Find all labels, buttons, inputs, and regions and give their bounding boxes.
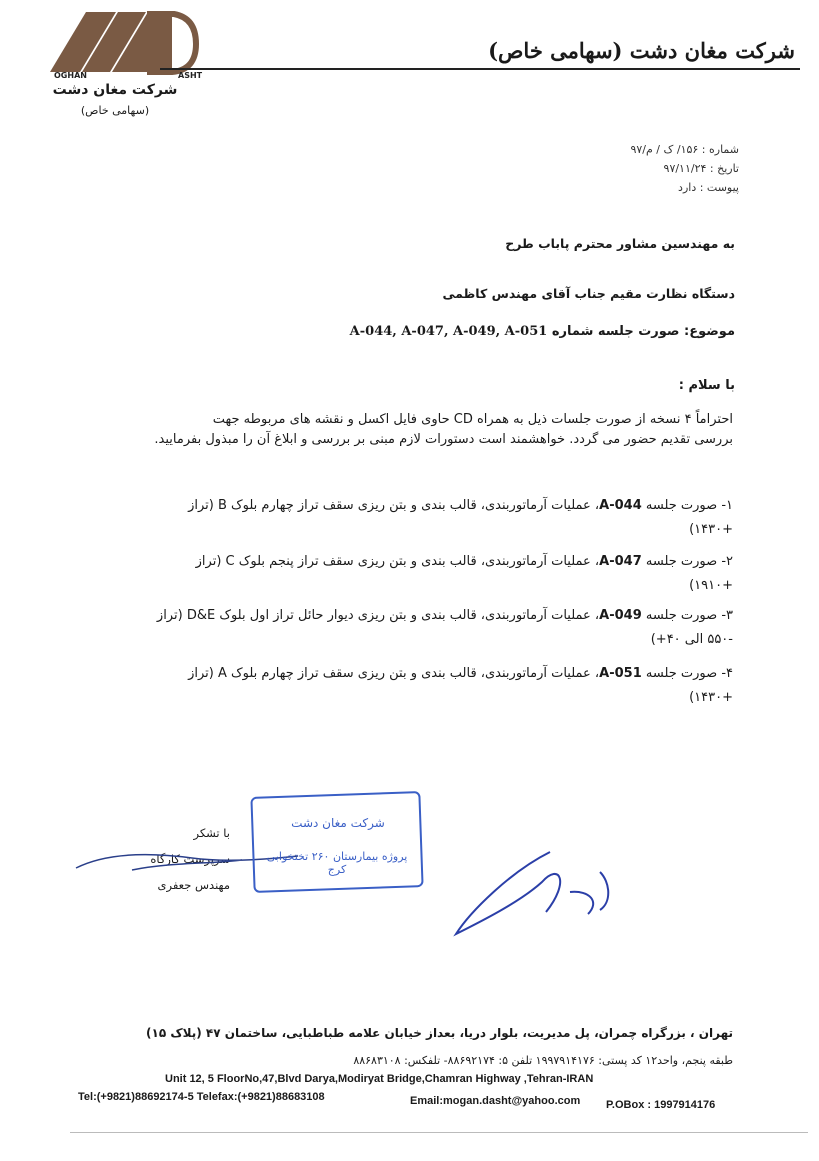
letter-number: شماره : ۱۵۶/ ک / م/۹۷ bbox=[630, 143, 739, 156]
sign-thanks: با تشکر bbox=[193, 826, 230, 840]
paragraph-line-1: احتراماً ۴ نسخه از صورت جلسات ذیل به همراه CD حاوی فایل اکسل و نقشه های مربوطه جهت bbox=[212, 412, 733, 427]
item-code: A-044 bbox=[599, 498, 642, 513]
signature-scribble-right bbox=[450, 842, 620, 942]
footer-pobox: P.OBox : 1997914176 bbox=[606, 1099, 716, 1111]
letter-meta bbox=[630, 140, 739, 197]
paragraph-line-2: بررسی تقدیم حضور می گردد. خواهشمند است دستورات لازم مبنی بر بررسی و ابلاغ آن را مبذول بفرمایید. bbox=[154, 432, 733, 448]
footer-telephone: Tel:(+9821)88692174-5 Telefax:(+9821)88683108 bbox=[78, 1091, 325, 1103]
letter-attachment: پیوست : دارد bbox=[678, 181, 739, 194]
sign-name: مهندس جعفری bbox=[157, 878, 230, 892]
svg-text:OGHAN: OGHAN bbox=[54, 71, 87, 80]
footer-address-en: Unit 12, 5 FloorNo,47,Blvd Darya,Modiryat Bridge,Chamran Highway ,Tehran-IRAN bbox=[165, 1073, 594, 1085]
footer-contact-fa: طبقه پنجم، واحد۱۲ کد پستی: ۱۹۹۷۹۱۴۱۷۶ تلفن ۵: ۸۸۶۹۲۱۷۴- تلفکس: ۸۸۶۸۳۱۰۸ bbox=[353, 1054, 733, 1067]
company-title: شرکت مغان دشت (سهامی خاص) bbox=[488, 38, 795, 63]
item-code: A-051 bbox=[599, 666, 642, 681]
page-bottom-edge bbox=[70, 1132, 808, 1133]
stamp-project-name: پروژه بیمارستان ۲۶۰ تختخوابی کرج bbox=[266, 850, 408, 876]
header-divider bbox=[160, 68, 800, 70]
list-item: ۲- صورت جلسه A-047، عملیات آرماتوربندی، قالب بندی و بتن ریزی سقف تراز پنجم بلوک C (تراز +۱۹۱۰) bbox=[195, 554, 733, 594]
subject-line bbox=[350, 324, 735, 339]
logo-company-name: شرکت مغان دشت bbox=[52, 82, 178, 98]
body-paragraph bbox=[93, 410, 733, 450]
logo-company-type: (سهامی خاص) bbox=[80, 104, 150, 117]
sign-role: سرپرست کارگاه bbox=[150, 852, 230, 866]
stamp-company-name: شرکت مغان دشت bbox=[291, 816, 385, 830]
list-item: ۳- صورت جلسه A-049، عملیات آرماتوربندی، قالب بندی و بتن ریزی دیوار حائل تراز اول بلوک D&E (تراز -۵۵۰ الی ۴۰+) bbox=[156, 608, 733, 648]
svg-text:ASHT: ASHT bbox=[178, 71, 203, 80]
item-code: A-047 bbox=[599, 554, 642, 569]
list-item: ۴- صورت جلسه A-051، عملیات آرماتوربندی، قالب بندی و بتن ریزی سقف تراز چهارم بلوک A (تراز +۱۴۳۰) bbox=[188, 666, 733, 706]
subject-codes: A-044, A-047, A-049, A-051 bbox=[349, 324, 548, 339]
recipient-line-1: به مهندسین مشاور محترم پاباب طرح bbox=[505, 236, 735, 251]
recipient-line-2: دستگاه نظارت مقیم جناب آقای مهندس کاظمی bbox=[442, 286, 735, 301]
item-code: A-049 bbox=[599, 608, 642, 623]
list-item: ۱- صورت جلسه A-044، عملیات آرماتوربندی، قالب بندی و بتن ریزی سقف تراز چهارم بلوک B (تراز +۱۴۳۰) bbox=[188, 498, 733, 538]
company-stamp bbox=[250, 791, 423, 893]
letter-date: تاریخ : ۹۷/۱۱/۲۴ bbox=[663, 162, 739, 175]
greeting: با سلام : bbox=[678, 378, 735, 393]
subject-label: موضوع: صورت جلسه شماره bbox=[551, 324, 735, 339]
footer-email: Email:mogan.dasht@yahoo.com bbox=[410, 1095, 581, 1107]
footer-address-fa: تهران ، بزرگراه چمران، پل مدیریت، بلوار دریا، بعداز خیابان علامه طباطبایی، ساختمان ۴۷ (پلاک ۱۵) bbox=[146, 1026, 733, 1040]
